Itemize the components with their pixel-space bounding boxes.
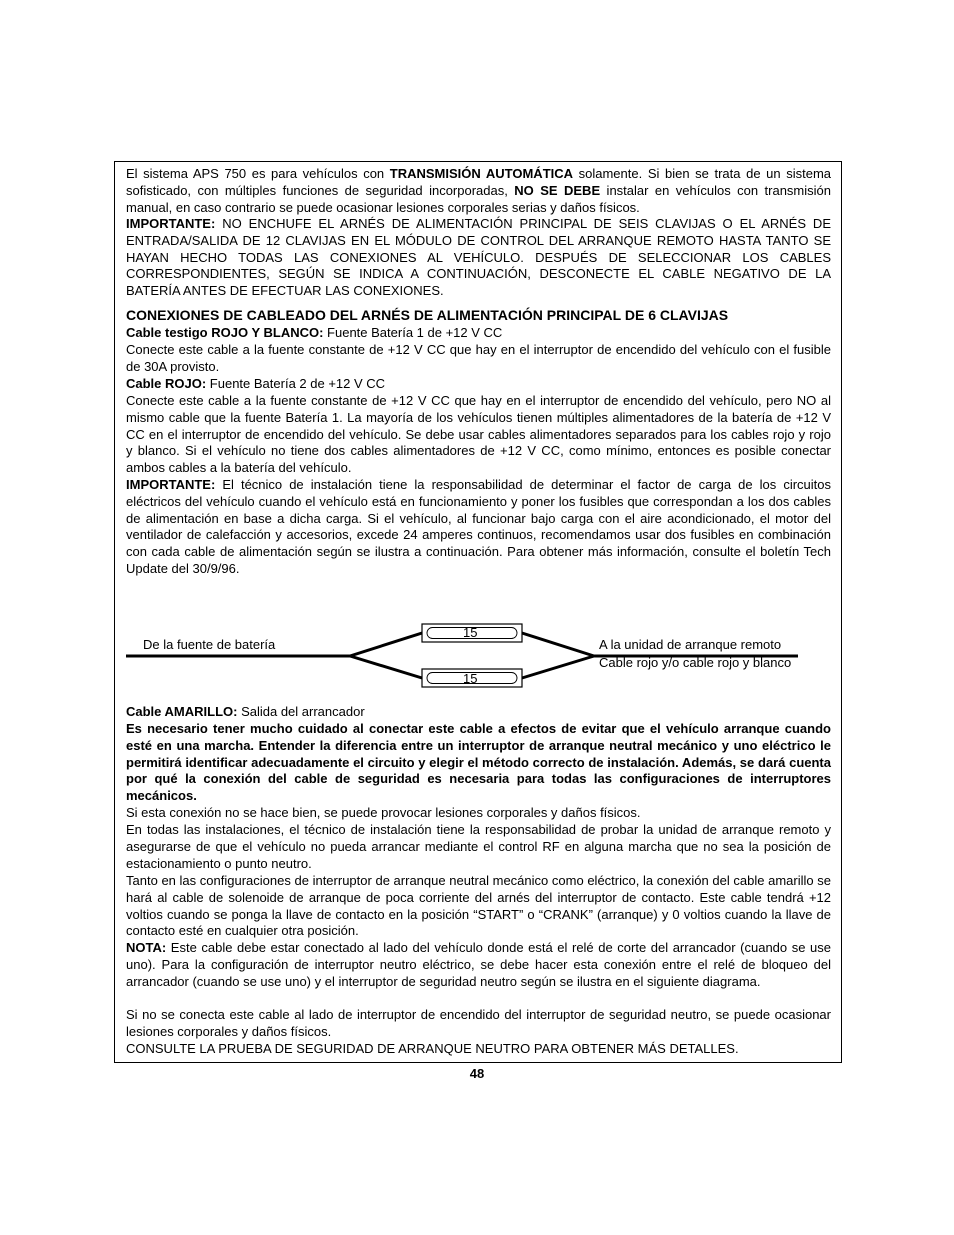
fuse-bottom-rating: 15	[463, 671, 478, 686]
important-load-note: IMPORTANTE: El técnico de instalación tiene la responsabilidad de determinar el factor de carga de los circuitos eléctricos del vehículo cuando el vehículo está en funcionamiento y poner los fusibles que correspondan a los dos cables de alimentación en base a dicha carga. Si el vehículo, al funcionar bajo carga con el aire acondicionado, el motor del ventilador de calefacción y accesorios, excede 24 amperes continuos, recomendamos usar dos fusibles en combinación con cada cable de alimentación según se ilustra a continuación. Para obtener más información, consulte el boletín Tech Update del 30/9/96.	[126, 477, 831, 576]
neutral-test-reference: CONSULTE LA PRUEBA DE SEGURIDAD DE ARRANQUE NEUTRO PARA OBTENER MÁS DETALLES.	[126, 1041, 739, 1056]
upper-output-wire	[522, 633, 594, 656]
upper-branch-wire	[350, 633, 422, 656]
yellow-cable-connection-note: Tanto en las configuraciones de interruptor de arranque neutral mecánico como eléctrico, la conexión del cable amarillo se hará al cable de solenoide de arranque de poca corriente del arnés del interruptor de contacto. Este cable tendrá +12 voltios cuando se ponga la llave de contacto en la posición “START” o “CRANK” (arranque) y 0 voltios cuando la llave de contacto esté en cualquier otra posición.	[126, 873, 831, 939]
intro-paragraph: El sistema APS 750 es para vehículos con TRANSMISIÓN AUTOMÁTICA solamente. Si bien se trata de un sistema sofisticado, con múltiples funciones de seguridad incorporadas, NO SE DEBE instalar en vehículos con transmisión manual, en caso contrario se puede ocasionar lesiones corporales serias y daños físicos.	[126, 166, 832, 215]
yellow-cable-warning: Es necesario tener mucho cuidado al conectar este cable a efectos de evitar que el vehículo arranque cuando esté en una marcha. Entender la diferencia entre un interruptor de arranque neutral mecánico y uno eléctrico le permitirá identificar adecuadamente el circuito y elegir el método correcto de instalación. Además, se dará cuenta por qué la conexión del cable de seguridad es necesaria para todas las configuraciones de interruptores mecánicos.	[126, 721, 831, 804]
fuse-diagram	[126, 618, 831, 690]
section-heading: CONEXIONES DE CABLEADO DEL ARNÉS DE ALIMENTACIÓN PRINCIPAL DE 6 CLAVIJAS	[126, 307, 729, 323]
lower-output-wire	[522, 656, 594, 678]
yellow-cable-relay-note: NOTA: Este cable debe estar conectado al lado del vehículo donde está el relé de corte del arrancador (cuando se use uno). Para la configuración de interruptor neutro eléctrico, se debe hacer esta conexión entre el relé de bloqueo del arrancador (cuando se use uno) y el interruptor de seguridad neutro según se ilustra en el siguiente diagrama.	[126, 940, 831, 989]
cable-color-label: Cable rojo y/o cable rojo y blanco	[599, 655, 792, 670]
fuse-top-rating: 15	[463, 625, 478, 640]
yellow-cable-test-note: En todas las instalaciones, el técnico de instalación tiene la responsabilidad de probar la unidad de arranque remoto y asegurarse de que el vehículo no pueda arrancar mediante el control RF en alguna marcha que no sea la posición de estacionamiento o punto neutro.	[126, 822, 831, 871]
red-white-cable-title: Cable testigo ROJO Y BLANCO: Fuente Batería 1 de +12 V CC	[126, 325, 503, 340]
important-warning: IMPORTANTE: NO ENCHUFE EL ARNÉS DE ALIMENTACIÓN PRINCIPAL DE SEIS CLAVIJAS O EL ARNÉS DE ENTRADA/SALIDA DE 12 CLAVIJAS EN EL MÓDULO DE CONTROL DEL ARRANQUE REMOTO HASTA TANTO SE HAYAN HECHO TODAS LAS CONEXIONES AL VEHÍCULO. DESPUÉS DE SELECCIONAR LOS CABLES CORRESPONDIENTES, SEGÚN SE INDICA A CONTINUACIÓN, DESCONECTE EL CABLE NEGATIVO DE LA BATERÍA ANTES DE EFECTUAR LAS CONEXIONES.	[126, 216, 831, 299]
yellow-cable-injury-note: Si esta conexión no se hace bien, se puede provocar lesiones corporales y daños físicos.	[126, 805, 641, 820]
red-white-cable-text: Conecte este cable a la fuente constante de +12 V CC que hay en el interruptor de encendido del vehículo con el fusible de 30A provisto.	[126, 342, 831, 374]
source-label: De la fuente de batería	[143, 637, 276, 652]
page-number: 48	[469, 1066, 485, 1081]
yellow-cable-title: Cable AMARILLO: Salida del arrancador	[126, 704, 365, 719]
yellow-cable-side-warning: Si no se conecta este cable al lado de interruptor de encendido del interruptor de seguridad neutro, se puede ocasionar lesiones corporales y daños físicos.	[126, 1007, 831, 1039]
fuse-diagram-lines	[126, 618, 831, 690]
red-cable-text: Conecte este cable a la fuente constante de +12 V CC que hay en el interruptor de encendido del vehículo, pero NO al mismo cable que la fuente Batería 1. La mayoría de los vehículos tienen múltiples alimentadores de la batería de +12 V CC en el interruptor de encendido del vehículo. Se debe usar cables alimentadores separados para los cables rojo y rojo y blanco. Si el vehículo no tiene dos cables alimentadores de +12 V CC, como mínimo, entonces es posible conectar ambos cables a la batería del vehículo.	[126, 393, 831, 476]
destination-label: A la unidad de arranque remoto	[599, 637, 782, 652]
red-cable-title: Cable ROJO: Fuente Batería 2 de +12 V CC	[126, 376, 386, 391]
lower-branch-wire	[350, 656, 422, 678]
